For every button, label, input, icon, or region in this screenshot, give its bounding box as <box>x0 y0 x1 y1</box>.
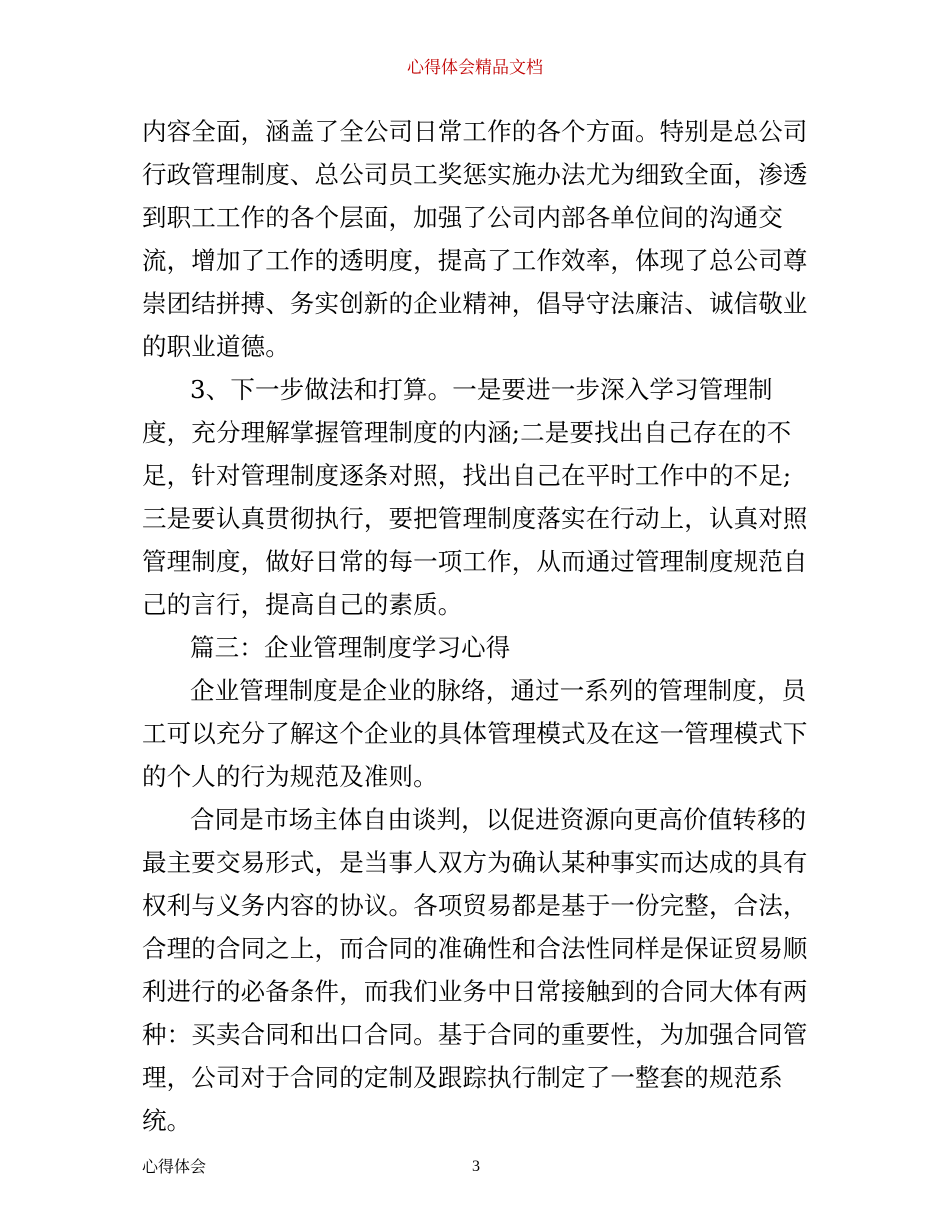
text-line: 到职工工作的各个层面，加强了公司内部各单位间的沟通交 <box>142 203 783 232</box>
text-line: 度，充分理解掌握管理制度的内涵;二是要找出自己存在的不 <box>142 418 792 447</box>
text-line: 3、下一步做法和打算。一是要进一步深入学习管理制 <box>190 375 773 404</box>
text-line: 企业管理制度是企业的脉络，通过一系列的管理制度，员 <box>190 676 807 705</box>
text-line: 内容全面，涵盖了全公司日常工作的各个方面。特别是总公司 <box>142 117 808 146</box>
text-line: 合同是市场主体自由谈判，以促进资源向更高价值转移的 <box>190 805 807 834</box>
text-line: 管理制度，做好日常的每一项工作，从而通过管理制度规范自 <box>142 547 808 576</box>
text-line: 合理的合同之上，而合同的准确性和合法性同样是保证贸易顺 <box>142 934 808 963</box>
text-line: 行政管理制度、总公司员工奖惩实施办法尤为细致全面，渗透 <box>142 160 808 189</box>
page-header-title: 心得体会精品文档 <box>407 58 543 78</box>
text-line: 的个人的行为规范及准则。 <box>142 762 438 791</box>
text-line: 最主要交易形式，是当事人双方为确认某种事实而达成的具有 <box>142 848 808 877</box>
document-body <box>142 110 812 1142</box>
text-line: 利进行的必备条件，而我们业务中日常接触到的合同大体有两 <box>142 977 808 1006</box>
text-line: 流，增加了工作的透明度，提高了工作效率，体现了总公司尊 <box>142 246 808 275</box>
footer-label: 心得体会 <box>142 1157 207 1176</box>
text-line: 三是要认真贯彻执行，要把管理制度落实在行动上，认真对照 <box>142 504 808 533</box>
text-line: 权利与义务内容的协议。各项贸易都是基于一份完整，合法， <box>142 891 808 920</box>
text-line: 足，针对管理制度逐条对照，找出自己在平时工作中的不足; <box>142 461 792 490</box>
page-number: 3 <box>472 1158 480 1175</box>
text-line: 篇三：企业管理制度学习心得 <box>190 633 511 662</box>
text-line: 种：买卖合同和出口合同。基于合同的重要性，为加强合同管 <box>142 1020 808 1049</box>
text-line: 崇团结拼搏、务实创新的企业精神，倡导守法廉洁、诚信敬业 <box>142 289 808 318</box>
text-line: 理，公司对于合同的定制及跟踪执行制定了一整套的规范系 <box>142 1063 783 1092</box>
text-line: 统。 <box>142 1106 192 1135</box>
text-line: 的职业道德。 <box>142 332 290 361</box>
text-line: 工可以充分了解这个企业的具体管理模式及在这一管理模式下 <box>142 719 808 748</box>
text-line: 己的言行，提高自己的素质。 <box>142 590 463 619</box>
